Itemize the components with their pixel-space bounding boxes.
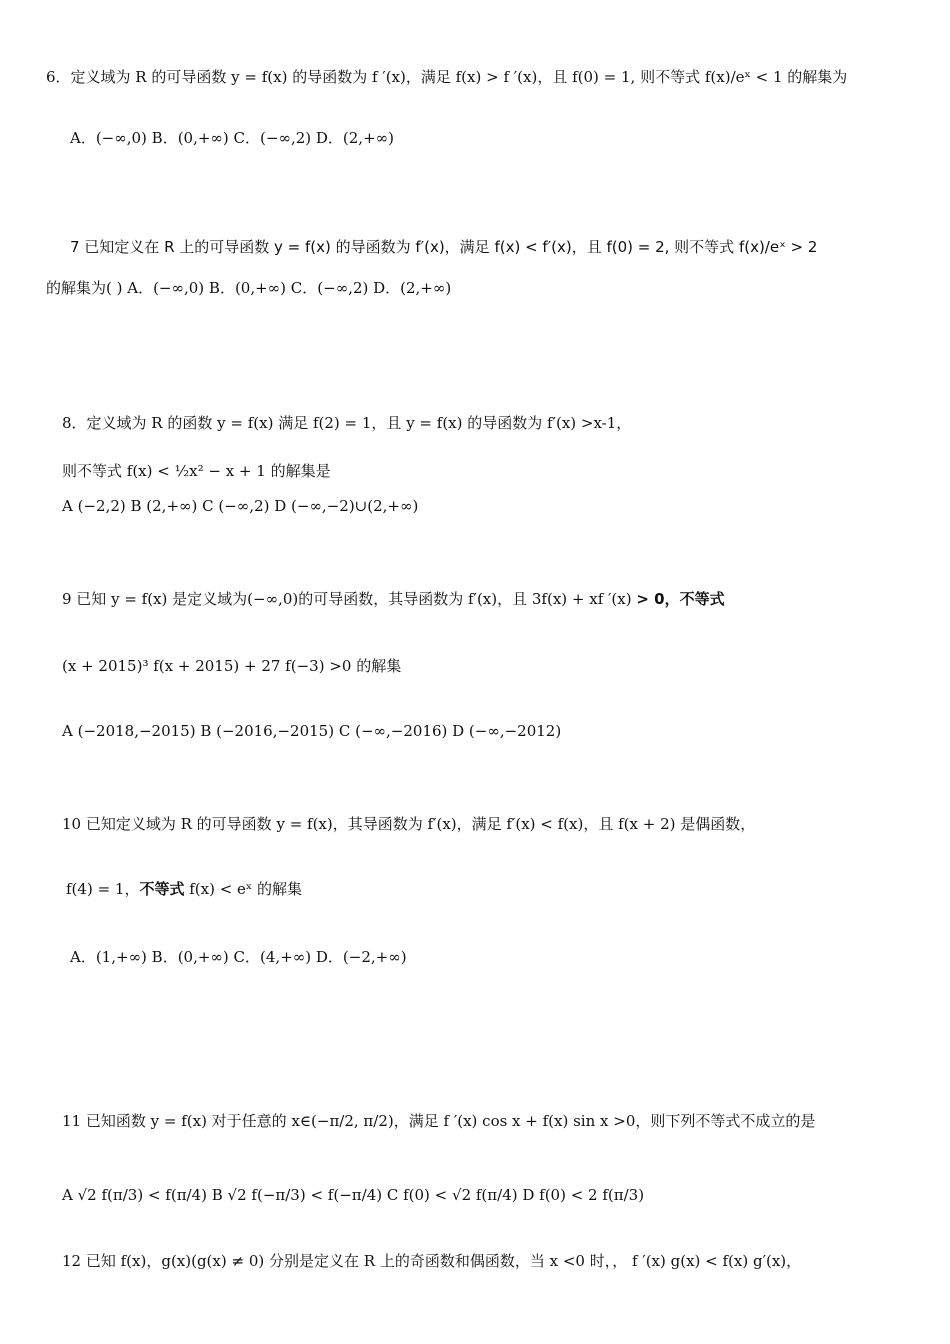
q9-line1 (62, 588, 725, 609)
q10-line1: 10 已知定义域为 R 的可导函数 y = f(x)，其导函数为 f′(x)，满足 f′(x) < f(x)，且 f(x + 2) 是偶函数， (62, 815, 756, 833)
q9-line2: (x + 2015)³ f(x + 2015) + 27 f(−3) >0 的解集 (62, 657, 402, 675)
q7-line1: 7 已知定义在 R 上的可导函数 y = f(x) 的导函数为 f′(x)，满足 f(x) < f′(x)，且 f(0) = 2, 则不等式 f(x)/eˣ > 2 (70, 238, 818, 256)
q8-line2: 则不等式 f(x) < ½x² − x + 1 的解集是 (62, 462, 331, 480)
q10-line2-emph: 不等式 (139, 880, 185, 898)
q9-options: A (−2018,−2015) B (−2016,−2015) C (−∞,−2016) D (−∞,−2012) (62, 722, 562, 740)
q6-line1: 6．定义域为 R 的可导函数 y = f(x) 的导函数为 f ′(x)，满足 f(x) > f ′(x)，且 f(0) = 1, 则不等式 f(x)/eˣ < 1 的解集为 (46, 68, 848, 86)
q10-options: A．(1,+∞) B．(0,+∞) C．(4,+∞) D．(−2,+∞) (70, 948, 407, 966)
q11-line1: 11 已知函数 y = f(x) 对于任意的 x∈(−π/2, π/2)，满足 f ′(x) cos x + f(x) sin x >0，则下列不等式不成立的是 (62, 1112, 816, 1130)
q9-line1-emph: > 0，不等式 (636, 590, 725, 608)
q10-line2 (66, 878, 302, 899)
q10-line2-cond: f(4) = 1， (66, 880, 140, 898)
q9-line1-text: 9 已知 y = f(x) 是定义域为(−∞,0)的可导函数，其导函数为 f′(x)，且 3f(x) + xf ′(x) (62, 590, 637, 608)
q10-line2-rest: f(x) < eˣ 的解集 (184, 880, 303, 898)
q8-line1: 8．定义域为 R 的函数 y = f(x) 满足 f(2) = 1，且 y = f(x) 的导函数为 f′(x) >x-1， (62, 414, 632, 432)
q7-line2: 的解集为( ) A．(−∞,0) B．(0,+∞) C．(−∞,2) D．(2,+∞) (46, 279, 452, 297)
q11-options: A √2 f(π/3) < f(π/4) B √2 f(−π/3) < f(−π/4) C f(0) < √2 f(π/4) D f(0) < 2 f(π/3) (62, 1186, 645, 1204)
q12-line1: 12 已知 f(x)，g(x)(g(x) ≠ 0) 分别是定义在 R 上的奇函数和偶函数，当 x <0 时，， f ′(x) g(x) < f(x) g′(x)， (62, 1252, 802, 1270)
q8-options: A (−2,2) B (2,+∞) C (−∞,2) D (−∞,−2)∪(2,+∞) (62, 497, 419, 515)
q6-options: A．(−∞,0) B．(0,+∞) C．(−∞,2) D．(2,+∞) (70, 129, 394, 147)
